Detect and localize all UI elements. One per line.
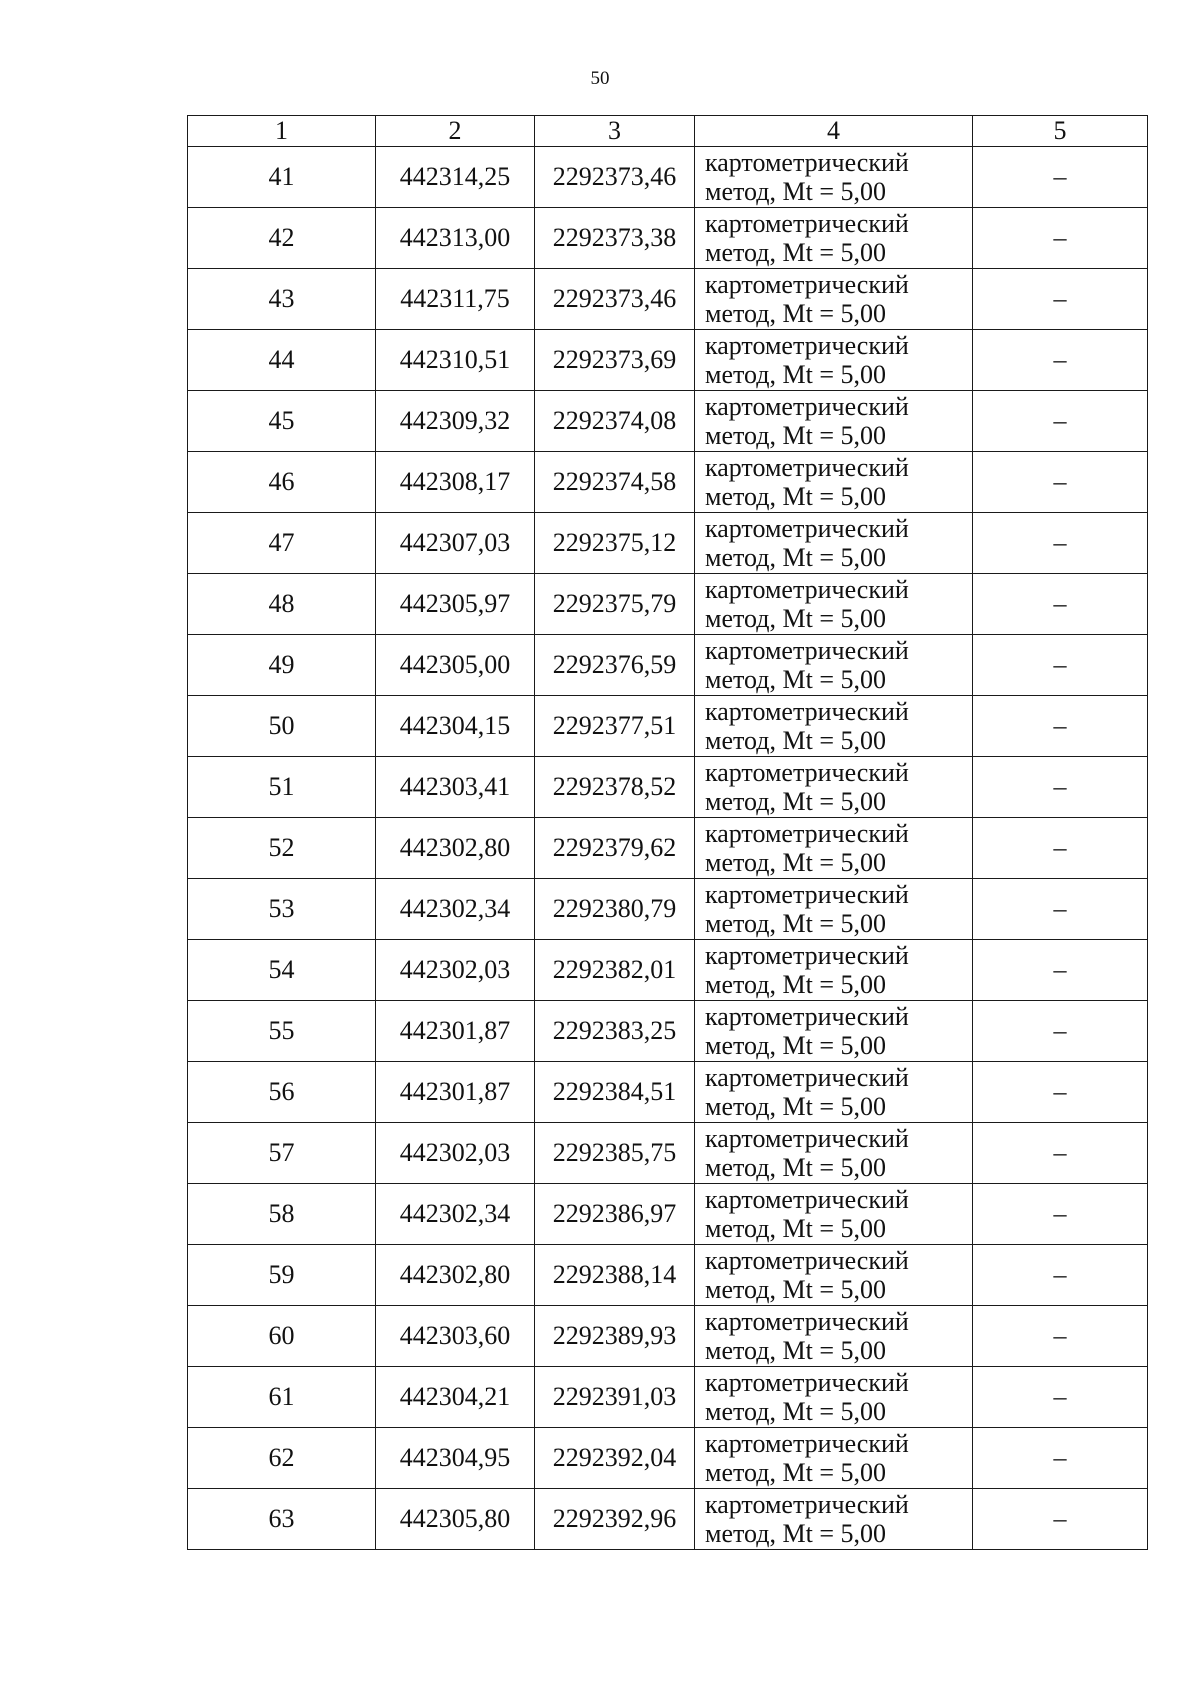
method-line-2: метод, Mt = 5,00 xyxy=(705,1397,886,1426)
x-coordinate-cell: 442308,17 xyxy=(376,452,535,513)
point-number-cell: 54 xyxy=(188,940,376,1001)
method-cell xyxy=(695,513,973,574)
x-coordinate-cell: 442303,60 xyxy=(376,1306,535,1367)
method-cell xyxy=(695,330,973,391)
table-row xyxy=(188,879,1148,940)
note-cell: – xyxy=(973,818,1148,879)
method-line-2: метод, Mt = 5,00 xyxy=(705,421,886,450)
table-row xyxy=(188,1245,1148,1306)
method-line-1: картометрический xyxy=(705,514,909,543)
point-number-cell: 43 xyxy=(188,269,376,330)
table-row xyxy=(188,1184,1148,1245)
point-number-cell: 58 xyxy=(188,1184,376,1245)
coordinates-table xyxy=(187,115,1148,1550)
y-coordinate-cell: 2292386,97 xyxy=(535,1184,695,1245)
method-line-2: метод, Mt = 5,00 xyxy=(705,848,886,877)
point-number-cell: 46 xyxy=(188,452,376,513)
x-coordinate-cell: 442301,87 xyxy=(376,1062,535,1123)
method-cell xyxy=(695,1245,973,1306)
point-number-cell: 50 xyxy=(188,696,376,757)
point-number-cell: 56 xyxy=(188,1062,376,1123)
column-header-2: 2 xyxy=(376,116,535,147)
x-coordinate-cell: 442304,15 xyxy=(376,696,535,757)
method-cell xyxy=(695,1184,973,1245)
method-cell xyxy=(695,1001,973,1062)
note-cell: – xyxy=(973,1489,1148,1550)
y-coordinate-cell: 2292378,52 xyxy=(535,757,695,818)
note-cell: – xyxy=(973,1062,1148,1123)
point-number-cell: 61 xyxy=(188,1367,376,1428)
note-cell: – xyxy=(973,1001,1148,1062)
point-number-cell: 63 xyxy=(188,1489,376,1550)
method-line-1: картометрический xyxy=(705,1429,909,1458)
method-line-1: картометрический xyxy=(705,697,909,726)
column-header-5: 5 xyxy=(973,116,1148,147)
note-cell: – xyxy=(973,1428,1148,1489)
x-coordinate-cell: 442302,34 xyxy=(376,1184,535,1245)
column-header-1: 1 xyxy=(188,116,376,147)
y-coordinate-cell: 2292375,79 xyxy=(535,574,695,635)
y-coordinate-cell: 2292373,46 xyxy=(535,269,695,330)
table-row xyxy=(188,1306,1148,1367)
y-coordinate-cell: 2292391,03 xyxy=(535,1367,695,1428)
point-number-cell: 53 xyxy=(188,879,376,940)
method-line-1: картометрический xyxy=(705,209,909,238)
y-coordinate-cell: 2292380,79 xyxy=(535,879,695,940)
table-row xyxy=(188,208,1148,269)
point-number-cell: 59 xyxy=(188,1245,376,1306)
method-line-1: картометрический xyxy=(705,331,909,360)
method-line-2: метод, Mt = 5,00 xyxy=(705,726,886,755)
method-line-2: метод, Mt = 5,00 xyxy=(705,482,886,511)
method-line-1: картометрический xyxy=(705,636,909,665)
x-coordinate-cell: 442305,97 xyxy=(376,574,535,635)
note-cell: – xyxy=(973,1245,1148,1306)
method-line-1: картометрический xyxy=(705,1246,909,1275)
method-line-2: метод, Mt = 5,00 xyxy=(705,177,886,206)
page-number: 50 xyxy=(590,68,610,89)
method-line-1: картометрический xyxy=(705,1490,909,1519)
table-row xyxy=(188,452,1148,513)
note-cell: – xyxy=(973,391,1148,452)
method-line-1: картометрический xyxy=(705,941,909,970)
note-cell: – xyxy=(973,1123,1148,1184)
point-number-cell: 42 xyxy=(188,208,376,269)
method-cell xyxy=(695,452,973,513)
x-coordinate-cell: 442313,00 xyxy=(376,208,535,269)
method-line-2: метод, Mt = 5,00 xyxy=(705,238,886,267)
method-cell xyxy=(695,1306,973,1367)
method-cell xyxy=(695,818,973,879)
table-body xyxy=(188,147,1148,1550)
method-cell xyxy=(695,635,973,696)
y-coordinate-cell: 2292375,12 xyxy=(535,513,695,574)
method-line-2: метод, Mt = 5,00 xyxy=(705,1519,886,1548)
table-row xyxy=(188,696,1148,757)
method-line-2: метод, Mt = 5,00 xyxy=(705,1214,886,1243)
method-line-1: картометрический xyxy=(705,880,909,909)
table-row xyxy=(188,147,1148,208)
y-coordinate-cell: 2292377,51 xyxy=(535,696,695,757)
note-cell: – xyxy=(973,879,1148,940)
method-cell xyxy=(695,574,973,635)
y-coordinate-cell: 2292392,96 xyxy=(535,1489,695,1550)
note-cell: – xyxy=(973,1184,1148,1245)
method-line-1: картометрический xyxy=(705,1368,909,1397)
y-coordinate-cell: 2292376,59 xyxy=(535,635,695,696)
y-coordinate-cell: 2292385,75 xyxy=(535,1123,695,1184)
method-line-2: метод, Mt = 5,00 xyxy=(705,1336,886,1365)
method-cell xyxy=(695,1489,973,1550)
note-cell: – xyxy=(973,269,1148,330)
method-line-1: картометрический xyxy=(705,819,909,848)
x-coordinate-cell: 442307,03 xyxy=(376,513,535,574)
y-coordinate-cell: 2292379,62 xyxy=(535,818,695,879)
y-coordinate-cell: 2292389,93 xyxy=(535,1306,695,1367)
method-line-1: картометрический xyxy=(705,1063,909,1092)
note-cell: – xyxy=(973,330,1148,391)
x-coordinate-cell: 442302,03 xyxy=(376,940,535,1001)
method-line-1: картометрический xyxy=(705,1002,909,1031)
table-row xyxy=(188,513,1148,574)
y-coordinate-cell: 2292373,38 xyxy=(535,208,695,269)
point-number-cell: 48 xyxy=(188,574,376,635)
method-cell xyxy=(695,940,973,1001)
y-coordinate-cell: 2292383,25 xyxy=(535,1001,695,1062)
table-row xyxy=(188,818,1148,879)
x-coordinate-cell: 442301,87 xyxy=(376,1001,535,1062)
note-cell: – xyxy=(973,208,1148,269)
y-coordinate-cell: 2292392,04 xyxy=(535,1428,695,1489)
table-row xyxy=(188,1001,1148,1062)
method-line-2: метод, Mt = 5,00 xyxy=(705,1092,886,1121)
method-cell xyxy=(695,879,973,940)
note-cell: – xyxy=(973,1306,1148,1367)
x-coordinate-cell: 442302,80 xyxy=(376,1245,535,1306)
method-line-1: картометрический xyxy=(705,1185,909,1214)
method-cell xyxy=(695,696,973,757)
header-row xyxy=(188,116,1148,147)
note-cell: – xyxy=(973,696,1148,757)
method-line-2: метод, Mt = 5,00 xyxy=(705,299,886,328)
method-line-2: метод, Mt = 5,00 xyxy=(705,1458,886,1487)
note-cell: – xyxy=(973,147,1148,208)
point-number-cell: 55 xyxy=(188,1001,376,1062)
point-number-cell: 51 xyxy=(188,757,376,818)
method-line-2: метод, Mt = 5,00 xyxy=(705,604,886,633)
method-line-1: картометрический xyxy=(705,758,909,787)
method-line-2: метод, Mt = 5,00 xyxy=(705,970,886,999)
column-header-4: 4 xyxy=(695,116,973,147)
method-cell xyxy=(695,1062,973,1123)
method-cell xyxy=(695,391,973,452)
method-cell xyxy=(695,269,973,330)
point-number-cell: 57 xyxy=(188,1123,376,1184)
point-number-cell: 47 xyxy=(188,513,376,574)
note-cell: – xyxy=(973,452,1148,513)
method-cell xyxy=(695,1367,973,1428)
x-coordinate-cell: 442314,25 xyxy=(376,147,535,208)
method-line-2: метод, Mt = 5,00 xyxy=(705,1275,886,1304)
method-cell xyxy=(695,1428,973,1489)
table-row xyxy=(188,391,1148,452)
column-header-3: 3 xyxy=(535,116,695,147)
x-coordinate-cell: 442303,41 xyxy=(376,757,535,818)
table-row xyxy=(188,1428,1148,1489)
table-row xyxy=(188,330,1148,391)
x-coordinate-cell: 442302,03 xyxy=(376,1123,535,1184)
point-number-cell: 49 xyxy=(188,635,376,696)
x-coordinate-cell: 442304,95 xyxy=(376,1428,535,1489)
method-line-2: метод, Mt = 5,00 xyxy=(705,1031,886,1060)
point-number-cell: 60 xyxy=(188,1306,376,1367)
x-coordinate-cell: 442309,32 xyxy=(376,391,535,452)
table-row xyxy=(188,269,1148,330)
method-line-1: картометрический xyxy=(705,270,909,299)
table-row xyxy=(188,757,1148,818)
method-line-1: картометрический xyxy=(705,148,909,177)
point-number-cell: 45 xyxy=(188,391,376,452)
note-cell: – xyxy=(973,1367,1148,1428)
table-row xyxy=(188,1062,1148,1123)
method-line-2: метод, Mt = 5,00 xyxy=(705,1153,886,1182)
table-row xyxy=(188,1489,1148,1550)
table-row xyxy=(188,574,1148,635)
method-cell xyxy=(695,208,973,269)
x-coordinate-cell: 442304,21 xyxy=(376,1367,535,1428)
method-line-1: картометрический xyxy=(705,1307,909,1336)
method-line-1: картометрический xyxy=(705,1124,909,1153)
table-row xyxy=(188,1123,1148,1184)
method-line-2: метод, Mt = 5,00 xyxy=(705,787,886,816)
method-cell xyxy=(695,1123,973,1184)
method-line-1: картометрический xyxy=(705,453,909,482)
method-line-2: метод, Mt = 5,00 xyxy=(705,909,886,938)
note-cell: – xyxy=(973,940,1148,1001)
method-cell xyxy=(695,757,973,818)
point-number-cell: 52 xyxy=(188,818,376,879)
x-coordinate-cell: 442310,51 xyxy=(376,330,535,391)
y-coordinate-cell: 2292374,08 xyxy=(535,391,695,452)
table-row xyxy=(188,1367,1148,1428)
note-cell: – xyxy=(973,757,1148,818)
point-number-cell: 44 xyxy=(188,330,376,391)
table-row xyxy=(188,940,1148,1001)
y-coordinate-cell: 2292373,69 xyxy=(535,330,695,391)
x-coordinate-cell: 442305,00 xyxy=(376,635,535,696)
point-number-cell: 41 xyxy=(188,147,376,208)
method-line-2: метод, Mt = 5,00 xyxy=(705,543,886,572)
x-coordinate-cell: 442305,80 xyxy=(376,1489,535,1550)
y-coordinate-cell: 2292388,14 xyxy=(535,1245,695,1306)
note-cell: – xyxy=(973,574,1148,635)
x-coordinate-cell: 442302,34 xyxy=(376,879,535,940)
table-row xyxy=(188,635,1148,696)
y-coordinate-cell: 2292373,46 xyxy=(535,147,695,208)
method-line-1: картометрический xyxy=(705,392,909,421)
x-coordinate-cell: 442311,75 xyxy=(376,269,535,330)
method-line-2: метод, Mt = 5,00 xyxy=(705,665,886,694)
x-coordinate-cell: 442302,80 xyxy=(376,818,535,879)
point-number-cell: 62 xyxy=(188,1428,376,1489)
table-header xyxy=(188,116,1148,147)
y-coordinate-cell: 2292374,58 xyxy=(535,452,695,513)
note-cell: – xyxy=(973,513,1148,574)
method-cell xyxy=(695,147,973,208)
y-coordinate-cell: 2292384,51 xyxy=(535,1062,695,1123)
y-coordinate-cell: 2292382,01 xyxy=(535,940,695,1001)
method-line-2: метод, Mt = 5,00 xyxy=(705,360,886,389)
method-line-1: картометрический xyxy=(705,575,909,604)
note-cell: – xyxy=(973,635,1148,696)
